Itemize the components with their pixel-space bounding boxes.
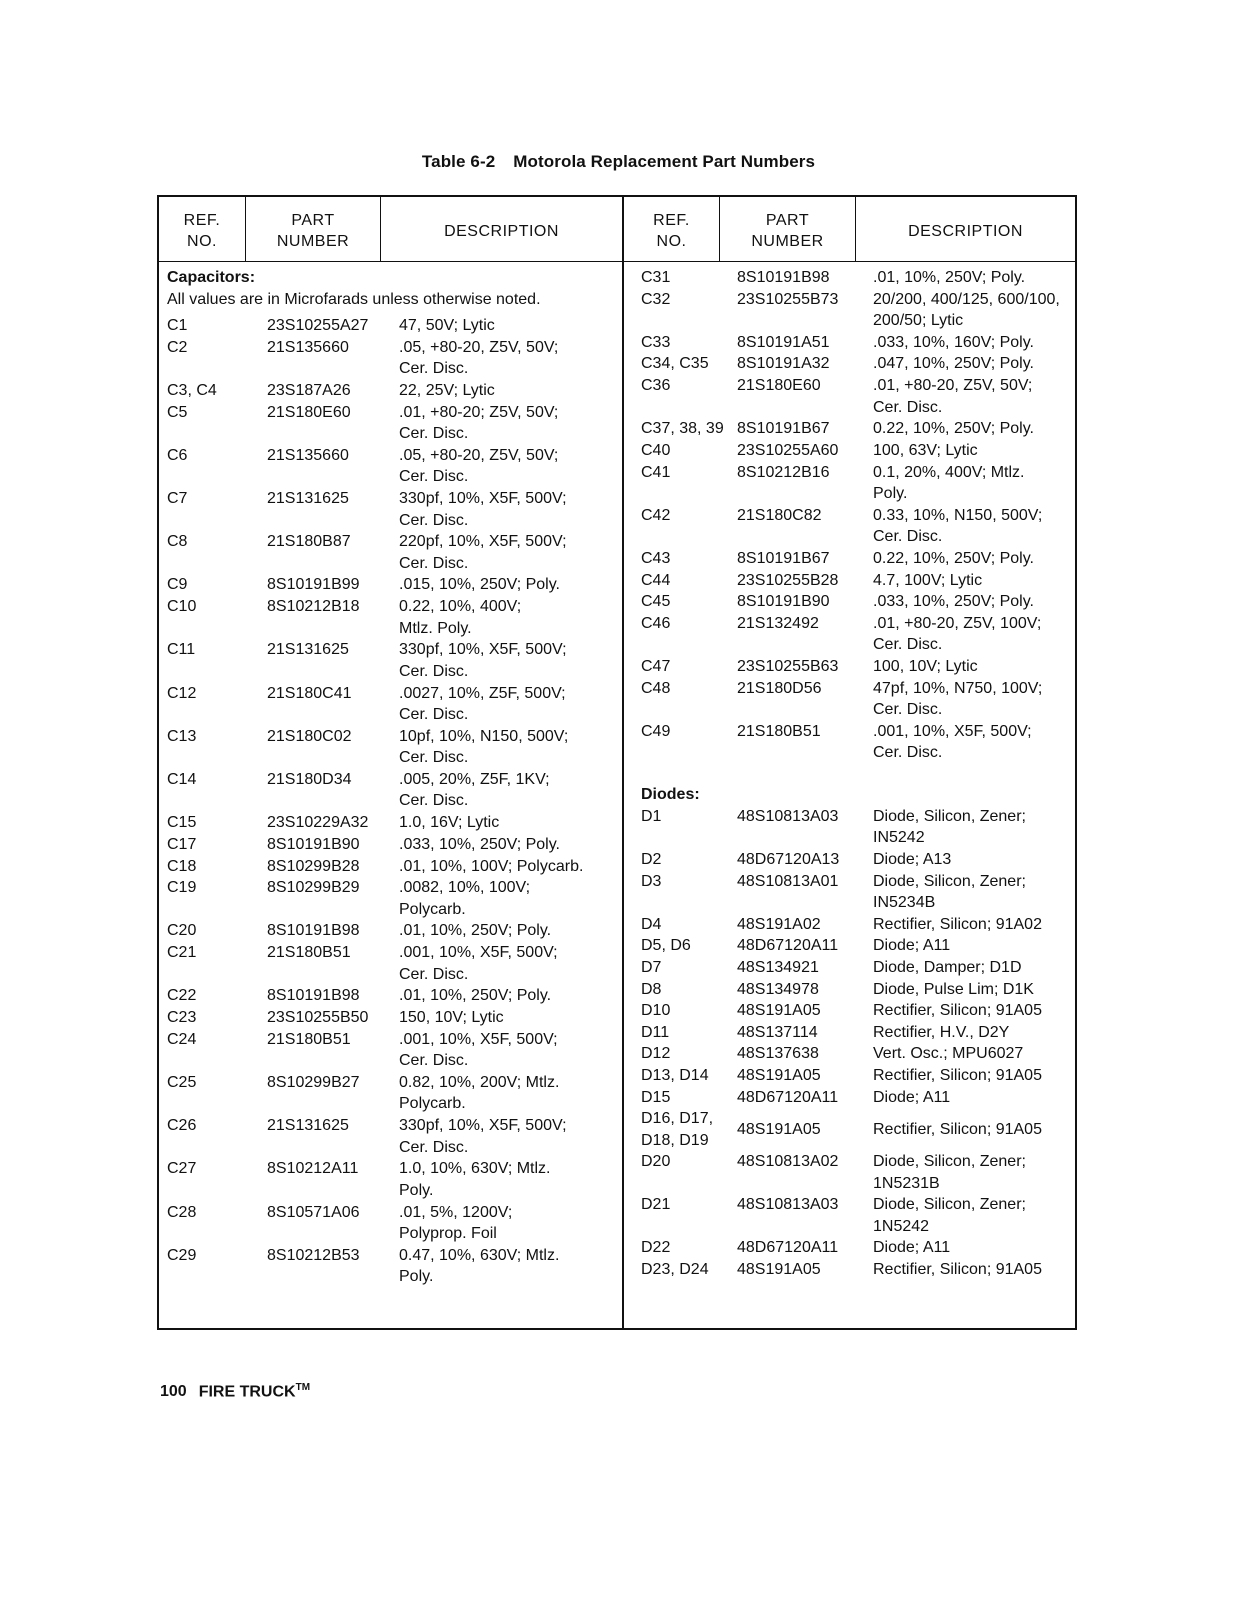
ref-no: C23 bbox=[167, 1009, 197, 1026]
description: Diode, Silicon, Zener; IN5242 bbox=[873, 807, 1026, 847]
part-number: 21S180D34 bbox=[267, 770, 352, 788]
description: 100, 63V; Lytic bbox=[873, 441, 978, 459]
description: .01, 10%, 250V; Poly. bbox=[399, 922, 552, 940]
description: 1.0, 10%, 630V; Mtlz. Poly. bbox=[399, 1160, 551, 1199]
trademark: TM bbox=[295, 1382, 311, 1393]
part-number: 8S10191B98 bbox=[267, 987, 360, 1005]
part-number: 21S180E60 bbox=[737, 377, 821, 395]
table-row bbox=[159, 871, 1075, 914]
part-number: 21S180C41 bbox=[267, 684, 352, 702]
part-number: 23S10255B73 bbox=[737, 290, 839, 308]
header-part-right: PART NUMBER bbox=[751, 212, 824, 250]
part-number: 48S10813A03 bbox=[737, 807, 839, 825]
table-row bbox=[159, 570, 1075, 592]
table-row bbox=[159, 1237, 1075, 1259]
part-number: 21S180B51 bbox=[267, 1030, 351, 1048]
description: Rectifier, Silicon; 91A05 bbox=[873, 1120, 1042, 1138]
description: .001, 10%, X5F, 500V; Cer. Disc. bbox=[399, 944, 558, 983]
table-number: Table 6-2 bbox=[421, 152, 496, 171]
ref-no: C1 bbox=[167, 317, 188, 334]
description: .05, +80-20, Z5V, 50V; Cer. Disc. bbox=[399, 338, 559, 378]
ref-no: C22 bbox=[167, 987, 197, 1005]
table-caption: Motorola Replacement Part Numbers bbox=[513, 152, 816, 171]
part-number: 23S10255B63 bbox=[737, 657, 839, 675]
part-number: 23S10255B28 bbox=[737, 571, 839, 589]
ref-no: D5, D6 bbox=[641, 937, 691, 955]
ref-no: C26 bbox=[167, 1117, 197, 1135]
table-row bbox=[159, 548, 1075, 570]
ref-no: D23, D24 bbox=[641, 1261, 709, 1278]
ref-no: C24 bbox=[167, 1030, 197, 1048]
part-number: 8S10299B28 bbox=[267, 857, 360, 875]
description: .0082, 10%, 100V; Polycarb. bbox=[399, 879, 531, 918]
page-footer bbox=[160, 1382, 310, 1401]
description: 330pf, 10%, X5F, 500V; Cer. Disc. bbox=[399, 1117, 567, 1156]
description: 47, 50V; Lytic bbox=[399, 317, 495, 334]
units-note: All values are in Microfarads unless otherwise noted. bbox=[167, 291, 541, 308]
part-number: 8S10191B67 bbox=[737, 420, 830, 438]
description: 0.82, 10%, 200V; Mtlz. Polycarb. bbox=[399, 1073, 560, 1113]
description: .01, 10%, 250V; Poly. bbox=[873, 269, 1026, 286]
header-part-left: PART NUMBER bbox=[276, 212, 350, 250]
ref-no: D22 bbox=[641, 1239, 671, 1257]
part-number: 48S191A02 bbox=[737, 915, 821, 933]
part-number: 8S10191B99 bbox=[267, 576, 360, 594]
ref-no: C18 bbox=[167, 857, 197, 875]
ref-no: C49 bbox=[641, 722, 671, 740]
ref-no: D20 bbox=[641, 1153, 671, 1171]
part-number: 21S180C02 bbox=[267, 727, 352, 745]
part-number: 48S191A05 bbox=[737, 1002, 821, 1020]
description: .01, +80-20; Z5V, 50V; Cer. Disc. bbox=[399, 403, 559, 443]
part-number: 21S180E60 bbox=[267, 403, 351, 421]
section-capacitors: Capacitors: bbox=[167, 269, 256, 286]
part-number: 48D67120A11 bbox=[737, 937, 839, 955]
ref-no: C46 bbox=[641, 614, 671, 632]
part-number: 48S10813A03 bbox=[737, 1196, 839, 1214]
description: 330pf, 10%, X5F, 500V; Cer. Disc. bbox=[399, 641, 567, 680]
ref-no: C17 bbox=[167, 835, 197, 853]
description: .05, +80-20, Z5V, 50V; Cer. Disc. bbox=[399, 446, 559, 486]
ref-no: D21 bbox=[641, 1196, 671, 1214]
description: .001, 10%, X5F, 500V; Cer. Disc. bbox=[399, 1030, 558, 1070]
ref-no: C36 bbox=[641, 377, 671, 395]
table-row bbox=[159, 505, 1075, 548]
description: Rectifier, H.V., D2Y bbox=[873, 1023, 1010, 1041]
table-row bbox=[159, 656, 1075, 678]
ref-no: C19 bbox=[167, 879, 197, 897]
part-number: 21S180C82 bbox=[737, 506, 822, 524]
ref-no: D16, D17, D18, D19 bbox=[641, 1110, 714, 1149]
table-row bbox=[159, 678, 1075, 721]
ref-no: C13 bbox=[167, 727, 197, 745]
ref-no: C7 bbox=[167, 490, 188, 507]
ref-no: C34, C35 bbox=[641, 355, 709, 373]
description: 20/200, 400/125, 600/100, 200/50; Lytic bbox=[873, 290, 1060, 330]
description: .047, 10%, 250V; Poly. bbox=[873, 355, 1034, 373]
table-row bbox=[159, 935, 1075, 957]
table-row bbox=[159, 979, 1075, 1001]
part-number: 21S131625 bbox=[267, 641, 349, 659]
header-ref-left: REF. NO. bbox=[183, 212, 221, 250]
description: 47pf, 10%, N750, 100V; Cer. Disc. bbox=[873, 679, 1043, 719]
ref-no: C3, C4 bbox=[167, 381, 217, 399]
table-row bbox=[159, 462, 1075, 505]
table-row bbox=[159, 289, 1075, 332]
ref-no: C44 bbox=[641, 571, 671, 589]
parts-table bbox=[157, 195, 1077, 1330]
part-number: 21S180B87 bbox=[267, 533, 351, 551]
ref-no: C43 bbox=[641, 549, 671, 567]
table-row bbox=[159, 1065, 1075, 1087]
description: .01, +80-20, Z5V, 50V; Cer. Disc. bbox=[873, 377, 1033, 416]
ref-no: C10 bbox=[167, 598, 197, 616]
part-number: 8S10191B98 bbox=[737, 269, 830, 286]
ref-no: C45 bbox=[641, 593, 671, 611]
ref-no: C47 bbox=[641, 657, 671, 675]
table-row bbox=[159, 332, 1075, 354]
part-number: 48S191A05 bbox=[737, 1066, 821, 1084]
section-diodes: Diodes: bbox=[641, 785, 700, 803]
table-row bbox=[159, 1108, 1075, 1151]
part-number: 21S135660 bbox=[267, 446, 349, 464]
part-number: 48S10813A01 bbox=[737, 872, 839, 890]
description: Diode; A13 bbox=[873, 851, 952, 868]
ref-no: C6 bbox=[167, 446, 188, 464]
description: .01, +80-20, Z5V, 100V; Cer. Disc. bbox=[873, 614, 1042, 654]
description: Vert. Osc.; MPU6027 bbox=[873, 1045, 1024, 1063]
part-number: 8S10212A11 bbox=[267, 1160, 359, 1178]
ref-no: D13, D14 bbox=[641, 1066, 709, 1084]
header-ref-right: REF. NO. bbox=[653, 212, 690, 250]
part-number: 8S10571A06 bbox=[267, 1203, 360, 1221]
part-number: 21S180D56 bbox=[737, 679, 822, 697]
description: 150, 10V; Lytic bbox=[399, 1009, 504, 1026]
description: .033, 10%, 250V; Poly. bbox=[399, 835, 560, 853]
table-row bbox=[159, 591, 1075, 613]
table-row bbox=[159, 353, 1075, 375]
ref-no: D11 bbox=[641, 1023, 670, 1041]
ref-no: D4 bbox=[641, 915, 662, 933]
description: 4.7, 100V; Lytic bbox=[873, 571, 983, 589]
part-number: 8S10191B90 bbox=[267, 835, 360, 853]
part-number: 48S134921 bbox=[737, 958, 819, 976]
ref-no: D15 bbox=[641, 1088, 671, 1106]
description: Diode; A11 bbox=[873, 937, 951, 955]
ref-no: C37, 38, 39 bbox=[641, 420, 724, 438]
ref-no: D3 bbox=[641, 872, 662, 890]
description: Rectifier, Silicon; 91A05 bbox=[873, 1002, 1042, 1020]
ref-no: D1 bbox=[641, 807, 662, 825]
part-number: 23S187A26 bbox=[267, 381, 351, 399]
description: Diode; A11 bbox=[873, 1239, 951, 1257]
ref-no: D7 bbox=[641, 958, 662, 976]
part-number: 48D67120A13 bbox=[737, 851, 840, 868]
part-number: 48S137638 bbox=[737, 1045, 819, 1063]
table-row bbox=[159, 1194, 1075, 1237]
ref-no: C20 bbox=[167, 922, 197, 940]
description: .0027, 10%, Z5F, 500V; Cer. Disc. bbox=[399, 684, 566, 723]
part-number: 8S10212B18 bbox=[267, 598, 360, 616]
part-number: 21S135660 bbox=[267, 338, 349, 356]
part-number: 21S131625 bbox=[267, 1117, 349, 1135]
page-number: 100 bbox=[160, 1383, 187, 1401]
table-row bbox=[159, 613, 1075, 656]
table-row bbox=[159, 1022, 1075, 1044]
description: Rectifier, Silicon; 91A05 bbox=[873, 1261, 1042, 1278]
header-rule bbox=[159, 261, 1075, 262]
table-row bbox=[159, 375, 1075, 418]
table-row bbox=[159, 1043, 1075, 1065]
description: .033, 10%, 160V; Poly. bbox=[873, 333, 1034, 351]
ref-no: C14 bbox=[167, 770, 197, 788]
description: .01, 10%, 100V; Polycarb. bbox=[399, 857, 584, 875]
ref-no: C8 bbox=[167, 533, 188, 551]
ref-no: C28 bbox=[167, 1203, 197, 1221]
ref-no: D8 bbox=[641, 980, 662, 998]
table-row bbox=[159, 806, 1075, 849]
part-number: 8S10299B29 bbox=[267, 879, 360, 897]
part-number: 23S10255A27 bbox=[267, 317, 369, 334]
description: 330pf, 10%, X5F, 500V; Cer. Disc. bbox=[399, 490, 567, 529]
description: 10pf, 10%, N150, 500V; Cer. Disc. bbox=[399, 727, 569, 767]
header-desc-left: DESCRIPTION bbox=[444, 222, 559, 240]
description: 0.33, 10%, N150, 500V; Cer. Disc. bbox=[873, 506, 1043, 546]
ref-no: C48 bbox=[641, 679, 671, 697]
ref-no: C21 bbox=[167, 944, 197, 962]
ref-no: C29 bbox=[167, 1246, 197, 1264]
ref-no: C15 bbox=[167, 814, 197, 832]
table-row bbox=[159, 1087, 1075, 1109]
description: .005, 20%, Z5F, 1KV; Cer. Disc. bbox=[399, 770, 550, 810]
part-number: 8S10191B67 bbox=[737, 549, 830, 567]
table-row bbox=[159, 849, 1075, 871]
description: .01, 5%, 1200V; Polyprop. Foil bbox=[399, 1203, 513, 1242]
ref-no: C42 bbox=[641, 506, 671, 524]
table-title bbox=[0, 152, 1237, 172]
ref-no: C32 bbox=[641, 290, 671, 308]
part-number: 23S10255A60 bbox=[737, 441, 839, 459]
part-number: 48S10813A02 bbox=[737, 1153, 839, 1171]
part-number: 8S10191A51 bbox=[737, 333, 830, 351]
description: Rectifier, Silicon; 91A02 bbox=[873, 915, 1042, 933]
part-number: 21S131625 bbox=[267, 490, 349, 507]
table-row bbox=[159, 418, 1075, 440]
description: 0.22, 10%, 250V; Poly. bbox=[873, 549, 1034, 567]
description: Diode, Silicon, Zener; IN5234B bbox=[873, 872, 1026, 912]
description: Diode, Pulse Lim; D1K bbox=[873, 980, 1034, 998]
part-number: 8S10191A32 bbox=[737, 355, 830, 373]
part-number: 48D67120A11 bbox=[737, 1239, 839, 1257]
table-row bbox=[159, 1000, 1075, 1022]
table-row bbox=[159, 1259, 1075, 1281]
ref-no: C31 bbox=[641, 269, 671, 286]
table-row bbox=[159, 440, 1075, 462]
ref-no: C2 bbox=[167, 338, 188, 356]
part-number: 23S10255B50 bbox=[267, 1009, 369, 1026]
description: 100, 10V; Lytic bbox=[873, 657, 978, 675]
part-number: 21S180B51 bbox=[737, 722, 821, 740]
description: Rectifier, Silicon; 91A05 bbox=[873, 1066, 1042, 1084]
ref-no: C9 bbox=[167, 576, 188, 594]
part-number: 8S10191B98 bbox=[267, 922, 360, 940]
description: .015, 10%, 250V; Poly. bbox=[399, 576, 560, 594]
description: Diode, Damper; D1D bbox=[873, 958, 1022, 976]
description: 0.22, 10%, 400V; Mtlz. Poly. bbox=[399, 598, 522, 637]
description: .001, 10%, X5F, 500V; Cer. Disc. bbox=[873, 722, 1032, 762]
part-number: 48S134978 bbox=[737, 980, 819, 998]
ref-no: C27 bbox=[167, 1160, 197, 1178]
table-row bbox=[159, 721, 1075, 764]
ref-no: C25 bbox=[167, 1073, 197, 1091]
table-row bbox=[159, 957, 1075, 979]
description: Diode, Silicon, Zener; 1N5242 bbox=[873, 1196, 1026, 1235]
part-number: 8S10191B90 bbox=[737, 593, 830, 611]
table-row bbox=[159, 267, 1075, 289]
description: .033, 10%, 250V; Poly. bbox=[873, 593, 1034, 611]
ref-no: C12 bbox=[167, 684, 197, 702]
description: 220pf, 10%, X5F, 500V; Cer. Disc. bbox=[399, 533, 567, 572]
ref-no: D2 bbox=[641, 851, 662, 868]
ref-no: C40 bbox=[641, 441, 671, 459]
description: 1.0, 16V; Lytic bbox=[399, 814, 500, 832]
description: 0.47, 10%, 630V; Mtlz. Poly. bbox=[399, 1246, 560, 1286]
ref-no: D12 bbox=[641, 1045, 671, 1063]
ref-no: C41 bbox=[641, 463, 671, 481]
part-number: 48D67120A11 bbox=[737, 1088, 839, 1106]
ref-no: C11 bbox=[167, 641, 196, 659]
part-number: 48S191A05 bbox=[737, 1261, 821, 1278]
part-number: 8S10212B16 bbox=[737, 463, 830, 481]
part-number: 48S191A05 bbox=[737, 1120, 821, 1138]
ref-no: C33 bbox=[641, 333, 671, 351]
description: .01, 10%, 250V; Poly. bbox=[399, 987, 552, 1005]
ref-no: C5 bbox=[167, 403, 188, 421]
description: Diode; A11 bbox=[873, 1088, 951, 1106]
publication-title: FIRE TRUCK bbox=[198, 1383, 296, 1401]
description: 0.1, 20%, 400V; Mtlz. Poly. bbox=[873, 463, 1025, 503]
part-number: 8S10299B27 bbox=[267, 1073, 360, 1091]
part-number: 8S10212B53 bbox=[267, 1246, 360, 1264]
table-row bbox=[159, 914, 1075, 936]
ref-no: D10 bbox=[641, 1002, 671, 1020]
description: 0.22, 10%, 250V; Poly. bbox=[873, 420, 1034, 438]
part-number: 48S137114 bbox=[737, 1023, 818, 1041]
part-number: 23S10229A32 bbox=[267, 814, 369, 832]
description: Diode, Silicon, Zener; 1N5231B bbox=[873, 1153, 1026, 1192]
part-number: 21S180B51 bbox=[267, 944, 351, 962]
description: 22, 25V; Lytic bbox=[399, 381, 495, 399]
part-number: 21S132492 bbox=[737, 614, 819, 632]
header-desc-right: DESCRIPTION bbox=[908, 222, 1023, 240]
table-row bbox=[159, 1151, 1075, 1194]
